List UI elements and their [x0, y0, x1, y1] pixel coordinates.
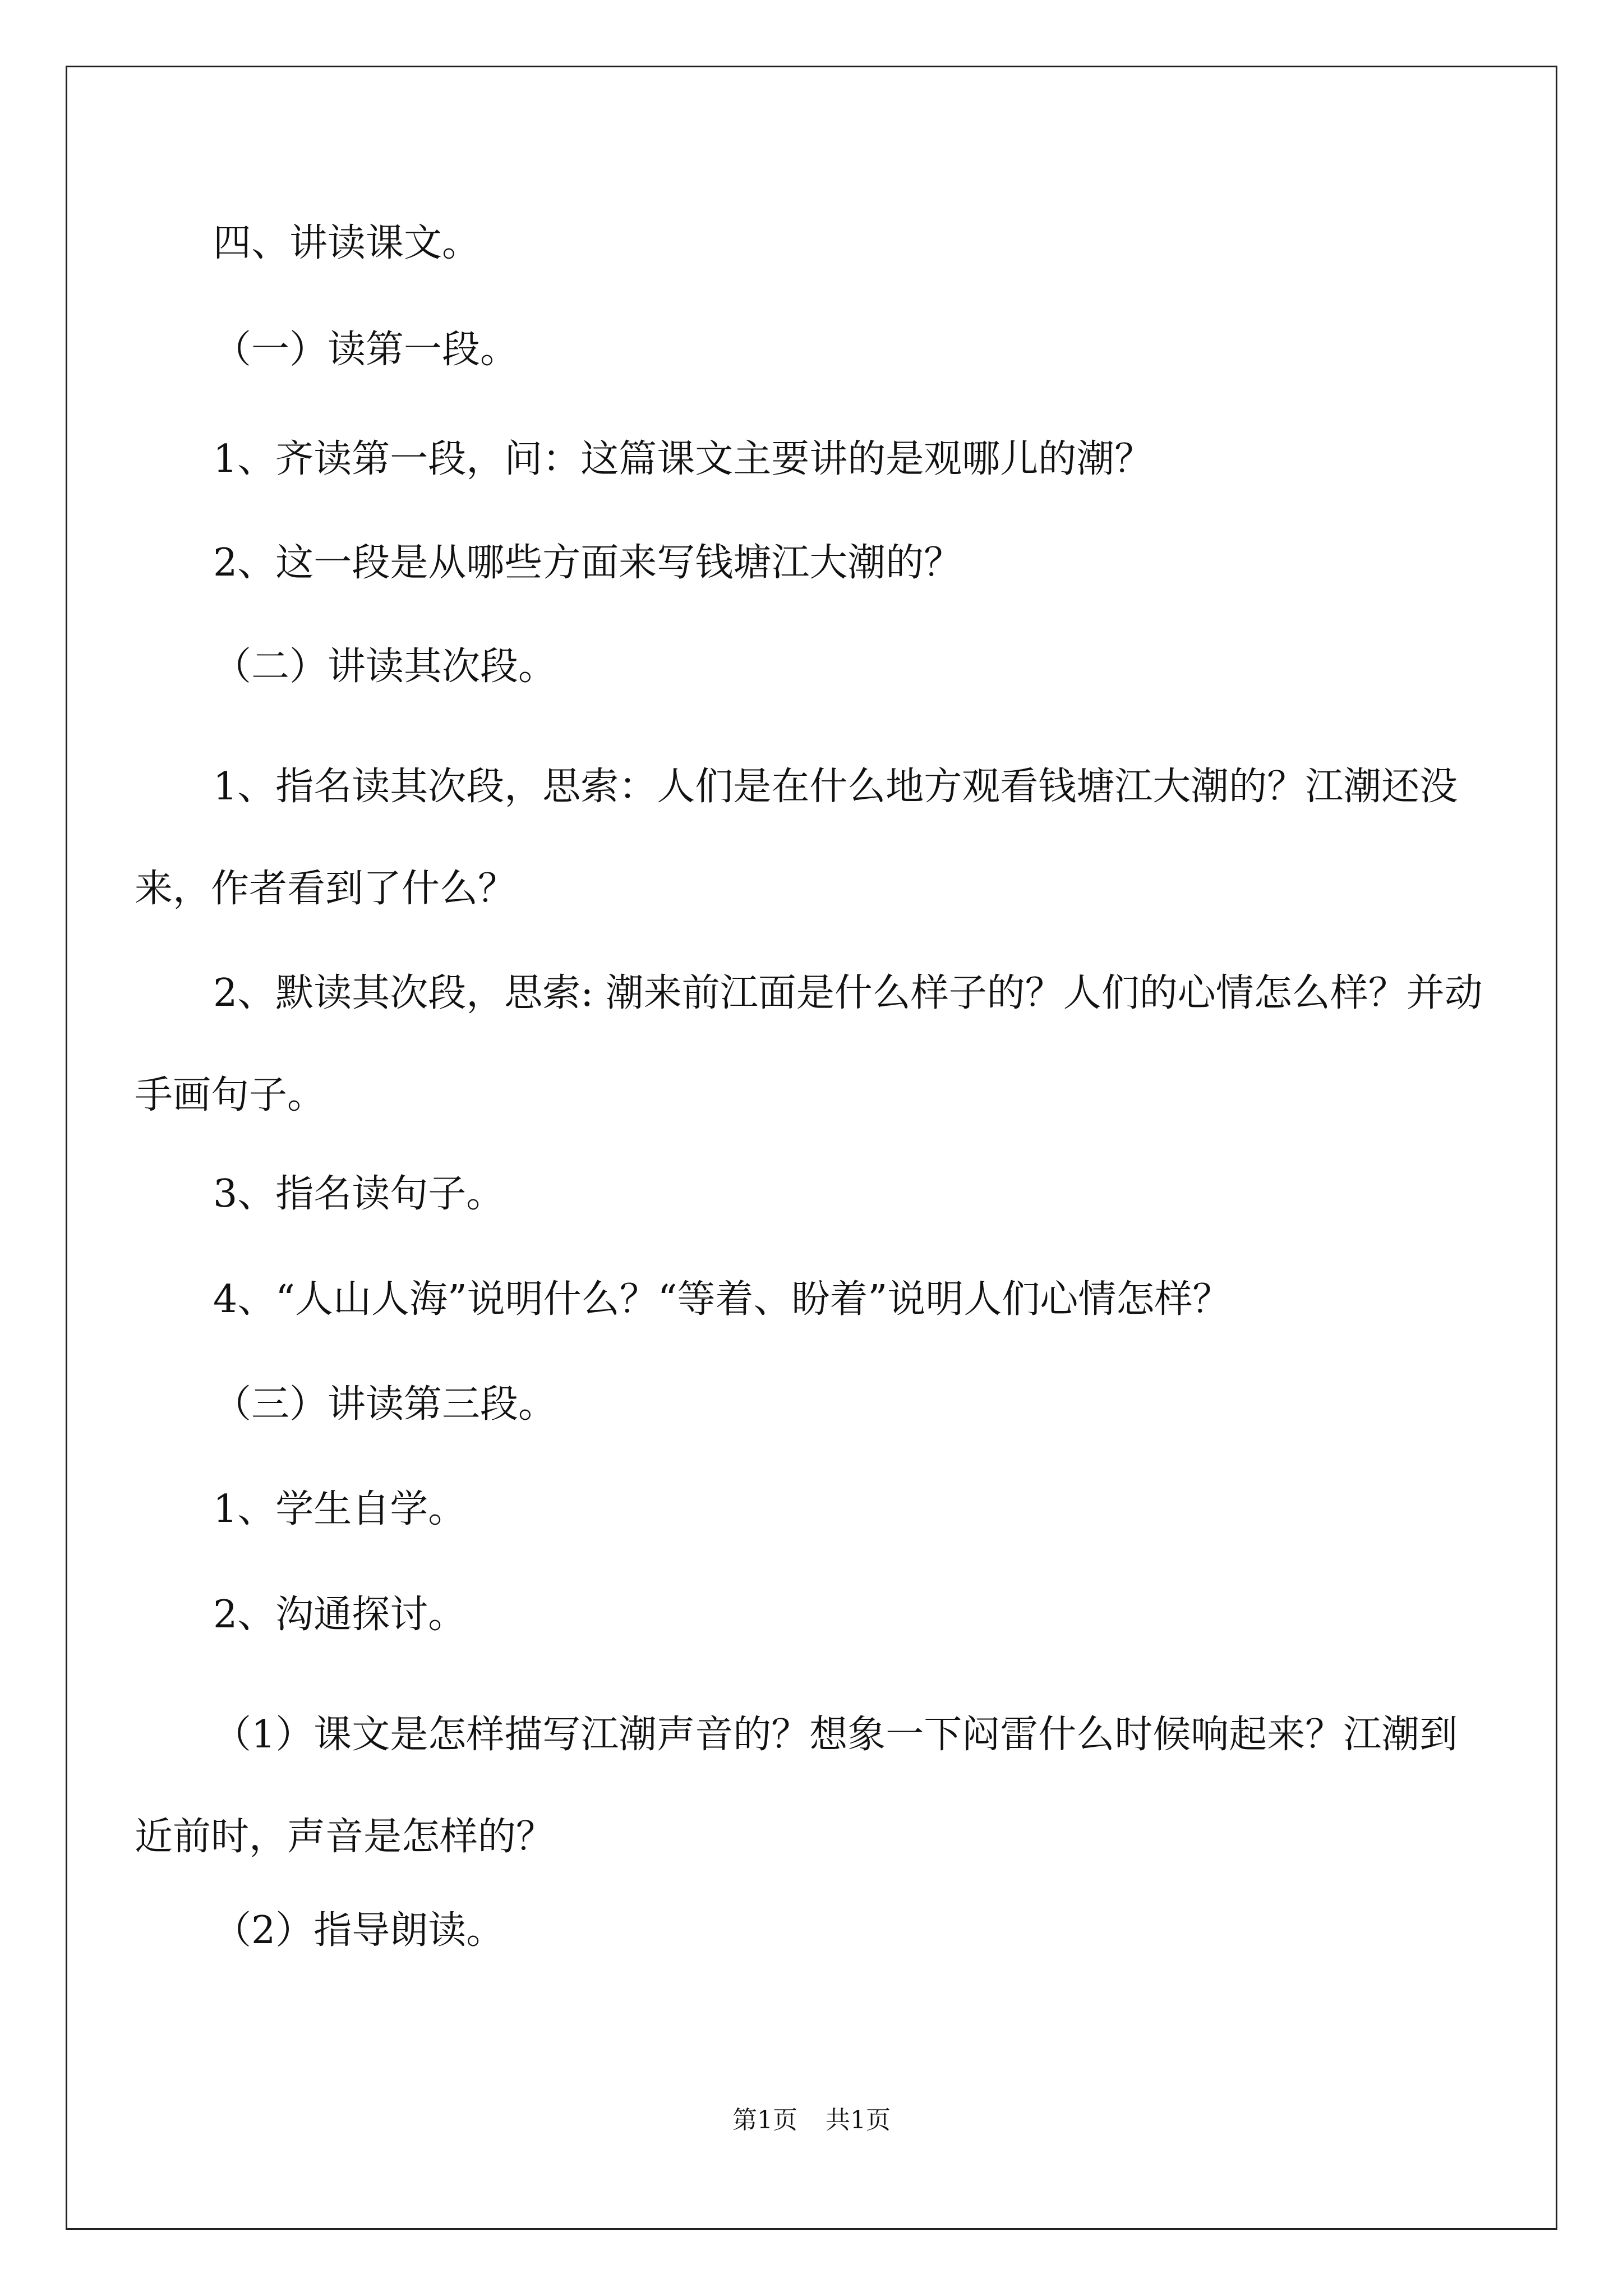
paragraph: 4、“人山人海”说明什么？“等着、盼着”说明人们心情怎样？	[213, 1277, 1231, 1322]
subsection-heading: （一）读第一段。	[213, 328, 519, 372]
paragraph: 1、齐读第一段，问：这篇课文主要讲的是观哪儿的潮？	[213, 437, 1153, 481]
page-border	[66, 66, 1557, 2230]
subsection-heading: （三）讲读第三段。	[213, 1382, 557, 1427]
section-heading: 四、讲读课文。	[213, 221, 481, 265]
subsection-heading: （二）讲读其次段。	[213, 645, 557, 689]
paragraph: 1、指名读其次段，思索：人们是在什么地方观看钱塘江大潮的？江潮还没来，作者看到了什么？	[135, 765, 1458, 911]
paragraph: （1）课文是怎样描写江潮声音的？想象一下闷雷什么时候响起来？江潮到近前时，声音是怎样的？	[135, 1713, 1458, 1859]
paragraph: 1、学生自学。	[213, 1487, 467, 1531]
paragraph: （2）指导朗读。	[213, 1908, 505, 1953]
paragraph: 2、这一段是从哪些方面来写钱塘江大潮的？	[213, 541, 962, 585]
page-total: 共1页	[826, 2106, 891, 2134]
page-number: 第1页	[732, 2106, 797, 2134]
paragraph: 3、指名读句子。	[213, 1172, 505, 1216]
page-footer	[0, 2100, 1623, 2136]
paragraph: 2、默读其次段，思索: 潮来前江面是什么样子的？人们的心情怎么样？并动手画句子。	[135, 971, 1483, 1117]
paragraph: 2、沟通探讨。	[213, 1593, 467, 1637]
